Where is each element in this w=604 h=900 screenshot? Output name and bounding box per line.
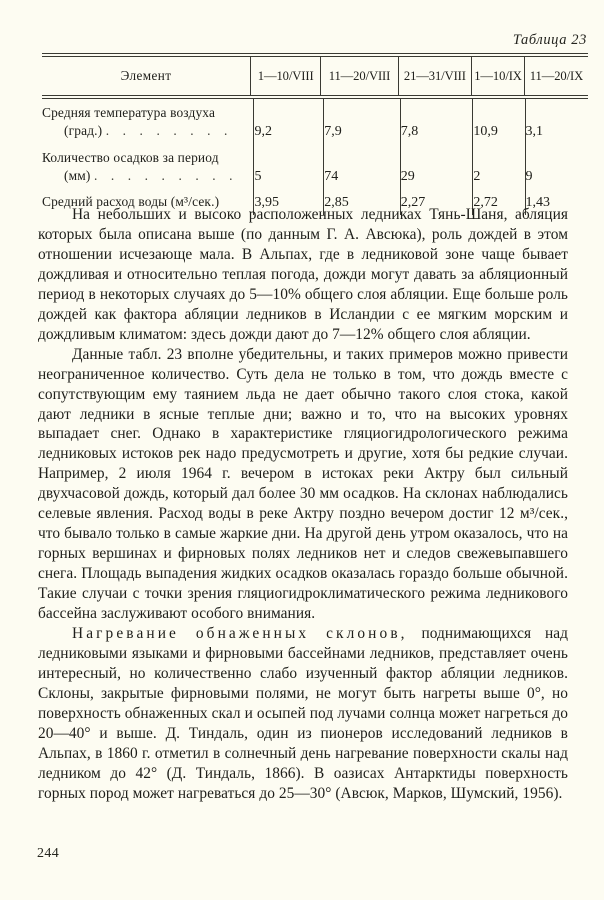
table-cell: 1,43 bbox=[525, 189, 588, 215]
paragraph-1: На небольших и высоко расположенных ледниках Тянь-Шаня, абляция которых была описана выше (по данным Г. А. Авсюка), роль дождей в этом отношении исчезающе мала. В Альпах, где в ледниковой зоне чаще бывает дождливая и относительно теплая погода, дожди могут давать за абляционный период в некоторых случаях до 5—10% общего слоя абляции. Еще больше роль дождей как фактора абляции ледников в Исландии с ее мягким морским и дождливым климатом: здесь дожди дают до 7—12% общего слоя абляции. bbox=[38, 206, 568, 343]
paragraph-2: Данные табл. 23 вполне убедительны, и таких примеров можно привести неограниченное количество. Суть дела не только в том, что дождь вместе с сопутствующим ему таянием льда не дает обычно такого слоя стока, какой дают ледники в ясные теплые дни; важно и то, что на высоких уровнях выпадает снег. Однако в характеристике гляциогидрологического режима ледниковых истоков рек надо предусмотреть и другие, хотя бы редкие случаи. Например, 2 июля 1964 г. вечером в истоках реки Актру был сильный двухчасовой дождь, который дал более 30 мм осадков. На склонах наблюдались селевые явления. Расход воды в реке Актру поздно вечером достиг 12 м³/сек., что бывало только в самые жаркие дни. На другой день утром оказалось, что на горных вершинах и фирновых полях ледников нет и следов свежевыпавшего снега. Площадь выпадения жидких осадков оказалась гораздо больше обычной. Такие случаи с точки зрения гляциогидроклиматического режима ледникового бассейна заслуживают особого внимания. bbox=[38, 345, 568, 623]
section-heading-inline: Нагревание обнаженных склонов, bbox=[72, 625, 408, 643]
row-label-line-1: Средняя температура воздуха bbox=[42, 104, 216, 120]
table-cell: 2,27 bbox=[400, 189, 473, 215]
page-number: 244 bbox=[37, 846, 60, 861]
table-row bbox=[42, 144, 588, 189]
column-header-element: Элемент bbox=[120, 68, 172, 84]
row-label-unit: (мм) bbox=[64, 167, 91, 183]
table-cell: 29 bbox=[400, 144, 473, 189]
table-cell: 2,72 bbox=[473, 189, 525, 215]
table-caption: Таблица 23 bbox=[512, 32, 587, 48]
row-label-line-1: Средний расход воды (м³/сек.) bbox=[42, 194, 220, 210]
table-cell: 5 bbox=[254, 144, 324, 189]
data-table-body bbox=[42, 99, 588, 215]
row-label-leader-dots: . . . . . . . . bbox=[105, 122, 233, 138]
data-table bbox=[42, 57, 588, 95]
column-header-period-4: 1—10/IX bbox=[472, 57, 525, 95]
body-text-column bbox=[38, 205, 568, 804]
row-label-unit: (град.) bbox=[64, 122, 103, 138]
row-label-air-temperature bbox=[42, 99, 254, 144]
column-header-period-5: 11—20/IX bbox=[524, 57, 588, 95]
paragraph-3-body: поднимающихся над ледниковыми языками и фирновыми бассейнами ледников, представляет очень интересный, но количественно слабо изученный фактор абляции ледников. Склоны, закрытые фирновыми полями, не могут быть нагреты выше 0°, но поверхность обнаженных скал и осыпей под лучами солнца может нагреться до 20—40° и выше. Д. Тиндаль, один из пионеров исследований ледников в Альпах, в 1860 г. отметил в солнечный день нагревание поверхности скалы над ледником до 42° (Д. Тиндаль, 1866). В оазисах Антарктиды поверхность горных пород может нагреваться до 25—30° (Авсюк, Марков, Шумский, 1956). bbox=[38, 625, 568, 802]
column-header-period-3: 21—31/VIII bbox=[398, 57, 471, 95]
table-cell: 3,1 bbox=[525, 99, 588, 144]
row-label-line-1: Количество осадков за период bbox=[42, 149, 219, 165]
table-cell: 10,9 bbox=[473, 99, 525, 144]
column-header-period-1: 1—10/VIII bbox=[251, 57, 321, 95]
table-cell: 7,9 bbox=[324, 99, 401, 144]
row-label-line-2 bbox=[42, 122, 253, 140]
table-header-row bbox=[42, 57, 588, 95]
table-cell: 7,8 bbox=[400, 99, 473, 144]
row-label-line-2 bbox=[42, 167, 253, 185]
row-label-precipitation bbox=[42, 144, 254, 189]
table-cell: 9 bbox=[525, 144, 588, 189]
row-label-leader-dots: . . . . . . . . . bbox=[93, 167, 238, 183]
table-cell: 2 bbox=[473, 144, 525, 189]
table-cell: 3,95 bbox=[254, 189, 324, 215]
table-cell: 2,85 bbox=[324, 189, 401, 215]
data-table-container bbox=[42, 53, 588, 215]
table-row bbox=[42, 99, 588, 144]
table-head bbox=[42, 57, 588, 95]
column-header-period-2: 11—20/VIII bbox=[321, 57, 398, 95]
table-cell: 9,2 bbox=[254, 99, 324, 144]
paragraph-3 bbox=[38, 624, 568, 804]
table-cell: 74 bbox=[324, 144, 401, 189]
